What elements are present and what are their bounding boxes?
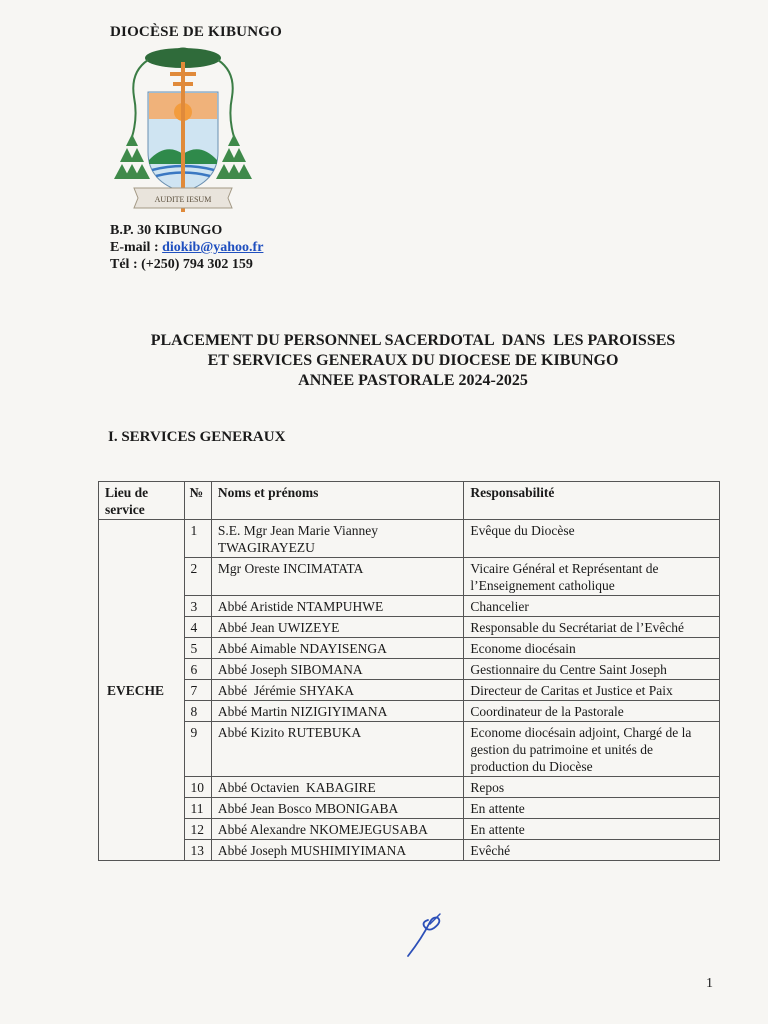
row-resp: Econome diocésain: [464, 638, 720, 659]
row-nom: Abbé Jérémie SHYAKA: [211, 680, 464, 701]
table-row: [99, 840, 720, 861]
contact-block: [110, 222, 263, 273]
table-row: [99, 722, 720, 777]
row-resp: Repos: [464, 777, 720, 798]
row-num: 9: [184, 722, 211, 777]
table-row: [99, 701, 720, 722]
table-row: [99, 638, 720, 659]
signature-mark: [400, 908, 450, 960]
personnel-table: [98, 481, 720, 861]
row-resp: Econome diocésain adjoint, Chargé de la gestion du patrimoine et unités de production du Diocèse: [464, 722, 720, 777]
row-num: 1: [184, 520, 211, 558]
table-row: [99, 596, 720, 617]
row-nom: Abbé Aimable NDAYISENGA: [211, 638, 464, 659]
title-line-1: PLACEMENT DU PERSONNEL SACERDOTAL DANS LES PAROISSES: [150, 332, 676, 349]
row-resp: Evêché: [464, 840, 720, 861]
row-nom: Abbé Aristide NTAMPUHWE: [211, 596, 464, 617]
row-num: 11: [184, 798, 211, 819]
header-lieu: Lieu de service: [99, 482, 185, 520]
row-nom: Abbé Martin NIZIGIYIMANA: [211, 701, 464, 722]
row-nom: Abbé Octavien KABAGIRE: [211, 777, 464, 798]
row-nom: Abbé Joseph SIBOMANA: [211, 659, 464, 680]
row-num: 12: [184, 819, 211, 840]
table-row: [99, 819, 720, 840]
row-num: 3: [184, 596, 211, 617]
postal-box: B.P. 30 KIBUNGO: [110, 223, 223, 238]
row-num: 10: [184, 777, 211, 798]
row-resp: Evêque du Diocèse: [464, 520, 720, 558]
row-resp: Coordinateur de la Pastorale: [464, 701, 720, 722]
row-resp: En attente: [464, 798, 720, 819]
diocese-name: DIOCÈSE DE KIBUNGO: [110, 24, 282, 40]
document-title: [60, 331, 766, 391]
row-num: 2: [184, 558, 211, 596]
row-nom: Abbé Kizito RUTEBUKA: [211, 722, 464, 777]
row-resp: Vicaire Général et Représentant de l’Enseignement catholique: [464, 558, 720, 596]
row-nom: Abbé Jean UWIZEYE: [211, 617, 464, 638]
row-resp: Responsable du Secrétariat de l’Evêché: [464, 617, 720, 638]
row-nom: Abbé Jean Bosco MBONIGABA: [211, 798, 464, 819]
table-row: [99, 777, 720, 798]
table-header-row: [99, 482, 720, 520]
telephone: Tél : (+250) 794 302 159: [110, 257, 253, 272]
email-line: [110, 239, 263, 256]
table-row: [99, 558, 720, 596]
row-resp: Directeur de Caritas et Justice et Paix: [464, 680, 720, 701]
page-number: 1: [706, 976, 713, 991]
table-row: [99, 798, 720, 819]
lieu-cell: EVECHE: [99, 520, 185, 861]
row-resp: Gestionnaire du Centre Saint Joseph: [464, 659, 720, 680]
header-num: №: [184, 482, 211, 520]
row-num: 13: [184, 840, 211, 861]
row-num: 7: [184, 680, 211, 701]
row-num: 8: [184, 701, 211, 722]
row-num: 6: [184, 659, 211, 680]
row-nom: Abbé Joseph MUSHIMIYIMANA: [211, 840, 464, 861]
title-line-2: ET SERVICES GENERAUX DU DIOCESE DE KIBUNGO: [207, 352, 619, 369]
header-resp: Responsabilité: [464, 482, 720, 520]
table-row: [99, 617, 720, 638]
coat-of-arms: [108, 42, 258, 220]
row-resp: En attente: [464, 819, 720, 840]
row-resp: Chancelier: [464, 596, 720, 617]
email-link[interactable]: diokib@yahoo.fr: [162, 240, 264, 255]
row-num: 5: [184, 638, 211, 659]
table-row: [99, 659, 720, 680]
email-label: E-mail :: [110, 240, 163, 255]
motto-text: AUDITE IESUM: [154, 195, 212, 204]
header-nom: Noms et prénoms: [211, 482, 464, 520]
row-nom: Abbé Alexandre NKOMEJEGUSABA: [211, 819, 464, 840]
row-nom: S.E. Mgr Jean Marie Vianney TWAGIRAYEZU: [211, 520, 464, 558]
row-num: 4: [184, 617, 211, 638]
table-row: [99, 520, 720, 558]
table-row: [99, 680, 720, 701]
row-nom: Mgr Oreste INCIMATATA: [211, 558, 464, 596]
section-heading: I. SERVICES GENERAUX: [108, 429, 286, 445]
title-line-3: ANNEE PASTORALE 2024-2025: [298, 372, 528, 389]
